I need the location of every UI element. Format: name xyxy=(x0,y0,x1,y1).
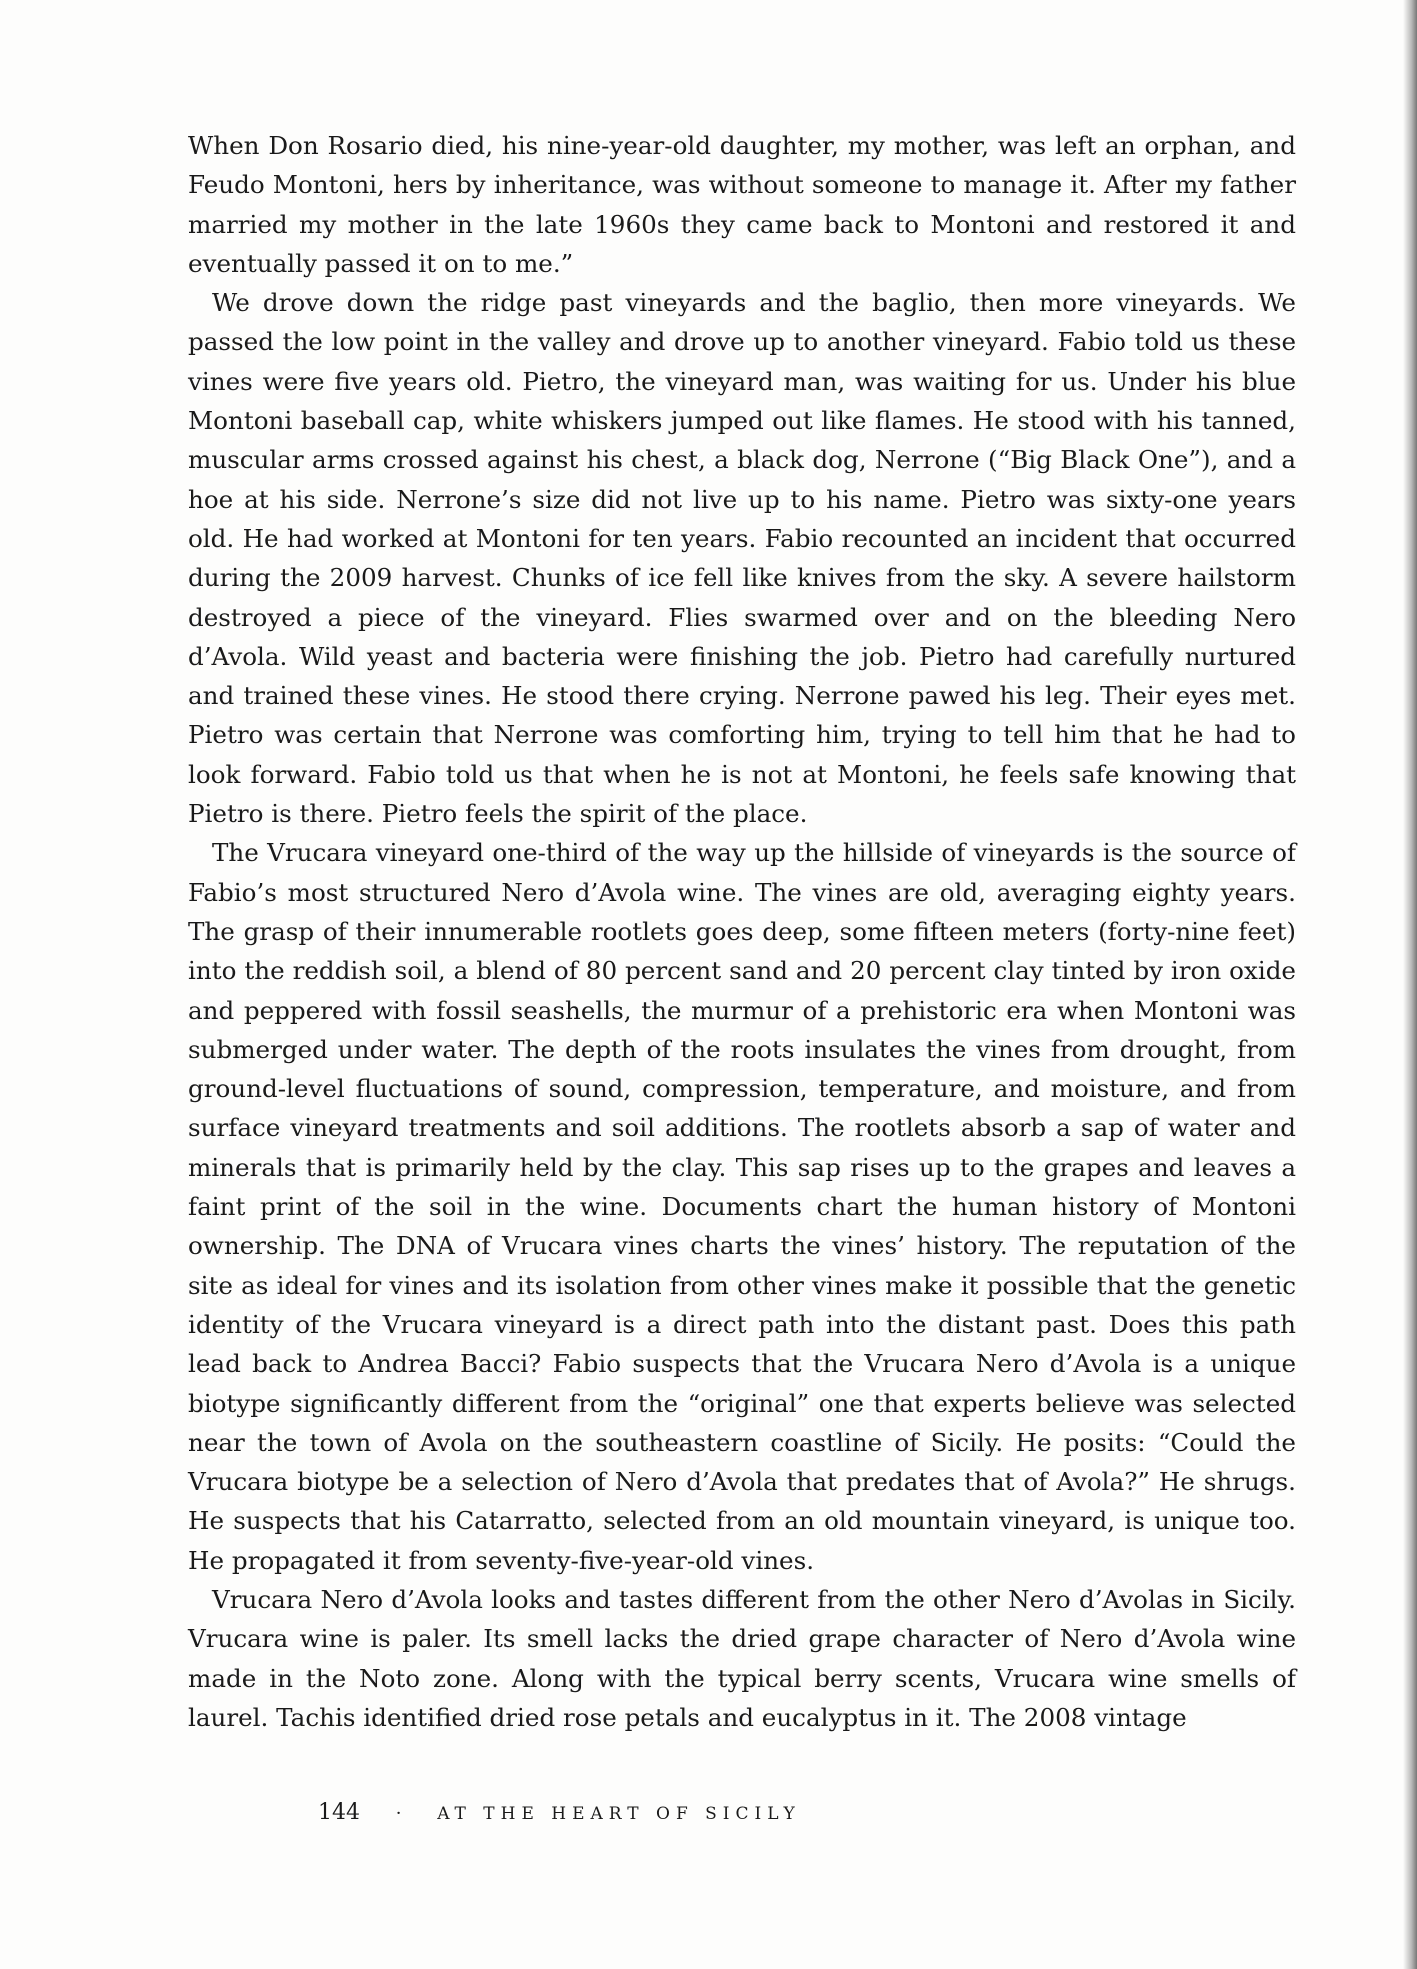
footer-separator: · xyxy=(395,1803,402,1824)
paragraph-2: We drove down the ridge past vineyards and the baglio, then more vineyards. We passed the low point in the valley and drove up to another vineyard. Fabio told us these vines were five years old. Pietro, the vineyard man, was waiting for us. Under his blue Montoni baseball cap, white whiskers jumped out like flames. He stood with his tanned, muscular arms crossed against his chest, a black dog, Nerrone (“Big Black One”), and a hoe at his side. Nerrone’s size did not live up to his name. Pietro was sixty-one years old. He had worked at Montoni for ten years. Fabio recounted an incident that occurred during the 2009 harvest. Chunks of ice fell like knives from the sky. A severe hailstorm destroyed a piece of the vineyard. Flies swarmed over and on the bleeding Nero d’Avola. Wild yeast and bacteria were finishing the job. Pietro had carefully nurtured and trained these vines. He stood there crying. Nerrone pawed his leg. Their eyes met. Pietro was certain that Nerrone was comforting him, trying to tell him that he had to look forward. Fabio told us that when he is not at Montoni, he feels safe knowing that Pietro is there. Pietro feels the spirit of the place. xyxy=(188,288,1296,829)
running-title: AT THE HEART OF SICILY xyxy=(437,1804,801,1824)
paragraph-4: Vrucara Nero d’Avola looks and tastes different from the other Nero d’Avolas in Sicily. Vrucara wine is paler. Its smell lacks the dried grape character of Nero d’Avola wine made in the Noto zone. Along with the typical berry scents, Vrucara wine smells of laurel. Tachis identified dried rose petals and eucalyptus in it. The 2008 vintage xyxy=(188,1584,1296,1732)
page-number: 144 xyxy=(318,1800,360,1825)
paragraph-1: When Don Rosario died, his nine-year-old daughter, my mother, was left an orphan, and Feudo Montoni, hers by inheritance, was without someone to manage it. After my father married my mother in the late 1960s they came back to Montoni and restored it and eventually passed it on to me.” xyxy=(188,131,1296,278)
page-footer xyxy=(318,1800,801,1825)
body-text xyxy=(188,126,1296,1737)
paragraph-3: The Vrucara vineyard one-third of the way up the hillside of vineyards is the source of Fabio’s most structured Nero d’Avola wine. The vines are old, averaging eighty years. The grasp of their innumerable rootlets goes deep, some fifteen meters (forty-nine feet) into the reddish soil, a blend of 80 percent sand and 20 percent clay tinted by iron oxide and peppered with fossil seashells, the murmur of a prehistoric era when Montoni was submerged under water. The depth of the roots insulates the vines from drought, from ground-level fluctuations of sound, compression, temperature, and moisture, and from surface vineyard treatments and soil additions. The rootlets absorb a sap of water and minerals that is primarily held by the clay. This sap rises up to the grapes and leaves a faint print of the soil in the wine. Documents chart the human history of Montoni ownership. The DNA of Vrucara vines charts the vines’ history. The reputation of the site as ideal for vines and its isolation from other vines make it possible that the genetic identity of the Vrucara vineyard is a direct path into the distant past. Does this path lead back to Andrea Bacci? Fabio suspects that the Vrucara Nero d’Avola is a unique biotype significantly different from the “original” one that experts believe was selected near the town of Avola on the southeastern coastline of Sicily. He posits: “Could the Vrucara biotype be a selection of Nero d’Avola that predates that of Avola?” He shrugs. He suspects that his Catarratto, selected from an old mountain vineyard, is unique too. He propagated it from seventy-five-year-old vines. xyxy=(188,838,1296,1575)
page-binding-shadow xyxy=(1403,0,1417,1969)
